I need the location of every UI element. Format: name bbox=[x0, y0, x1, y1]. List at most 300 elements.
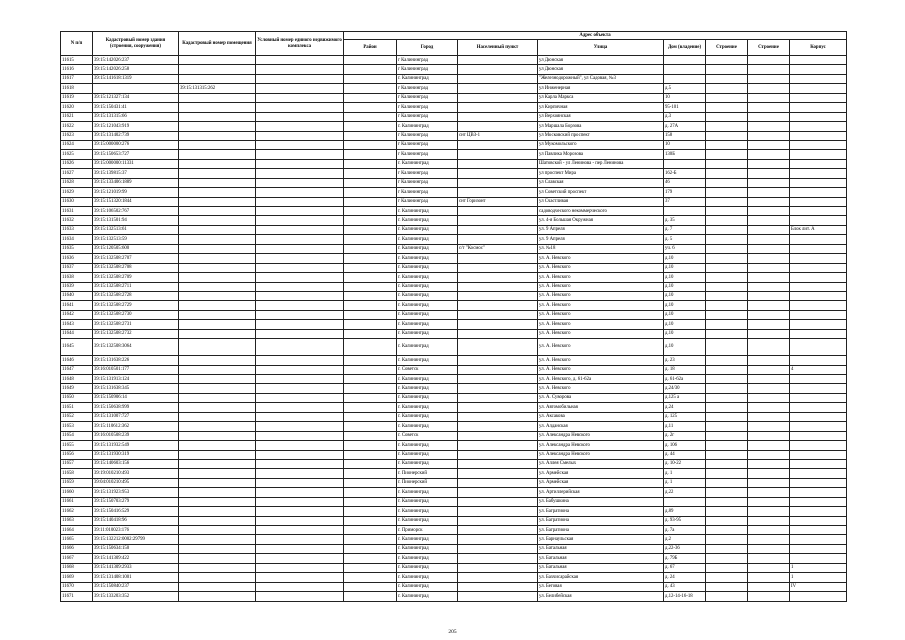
cell-building bbox=[706, 65, 748, 74]
cell-number: 11627 bbox=[61, 169, 93, 178]
cell-structure bbox=[748, 254, 790, 263]
cell-conditional-number bbox=[256, 291, 344, 300]
cell-korpus bbox=[790, 488, 847, 497]
cell-structure bbox=[748, 339, 790, 356]
cell-district bbox=[344, 469, 397, 478]
cell-building bbox=[706, 582, 748, 591]
cell-house: д.10 bbox=[664, 320, 706, 329]
table-row bbox=[61, 263, 847, 272]
cell-structure bbox=[748, 535, 790, 544]
cell-house: д.11 bbox=[664, 422, 706, 431]
cell-street: ул Маршала Борзова bbox=[538, 122, 664, 131]
cell-house: д.3 bbox=[664, 112, 706, 121]
cell-building bbox=[706, 84, 748, 93]
cell-cadastral-building: 39:15:131408:1001 bbox=[93, 573, 179, 582]
cell-structure bbox=[748, 412, 790, 421]
cell-street: "Железнодорожный", ул Садовая, №3 bbox=[538, 74, 664, 83]
cell-cadastral-building: 39:15:131913:124 bbox=[93, 375, 179, 384]
cell-cadastral-building: 39:16:010508:239 bbox=[93, 431, 179, 440]
cell-number: 11629 bbox=[61, 188, 93, 197]
cell-street: ул проспект Мира bbox=[538, 169, 664, 178]
cell-conditional-number bbox=[256, 384, 344, 393]
cell-conditional-number bbox=[256, 103, 344, 112]
cell-city: г. Калининград bbox=[397, 554, 458, 563]
cell-city: г Калининград bbox=[397, 65, 458, 74]
cell-cadastral-building: 39:15:132508:2732 bbox=[93, 329, 179, 338]
cell-city: г. Калининград bbox=[397, 291, 458, 300]
cell-cadastral-room bbox=[179, 516, 256, 525]
cell-conditional-number bbox=[256, 507, 344, 516]
cell-number: 11640 bbox=[61, 291, 93, 300]
cell-building bbox=[706, 254, 748, 263]
cell-house: д.12-14-16-18 bbox=[664, 592, 706, 601]
cell-city: г. Калининград bbox=[397, 450, 458, 459]
cell-cadastral-room bbox=[179, 169, 256, 178]
cell-cadastral-building: 39:15:121043:919 bbox=[93, 122, 179, 131]
cell-number: 11660 bbox=[61, 488, 93, 497]
cell-building bbox=[706, 197, 748, 206]
table-row bbox=[61, 592, 847, 601]
cell-number: 11631 bbox=[61, 207, 93, 216]
cell-settlement bbox=[458, 573, 538, 582]
cell-house bbox=[664, 65, 706, 74]
cell-building bbox=[706, 459, 748, 468]
cell-house: д. 23 bbox=[664, 356, 706, 365]
cell-number: 11662 bbox=[61, 507, 93, 516]
cell-number: 11667 bbox=[61, 554, 93, 563]
cell-structure bbox=[748, 169, 790, 178]
cell-cadastral-room bbox=[179, 93, 256, 102]
registry-table bbox=[60, 31, 847, 602]
cell-number: 11634 bbox=[61, 235, 93, 244]
cell-cadastral-building: 39:04:010210:495 bbox=[93, 478, 179, 487]
cell-conditional-number bbox=[256, 403, 344, 412]
table-row bbox=[61, 235, 847, 244]
cell-structure bbox=[748, 563, 790, 572]
cell-korpus bbox=[790, 131, 847, 140]
cell-cadastral-room bbox=[179, 216, 256, 225]
header-cadastral-building: Кадастровый номер здания (строения, сооружения) bbox=[93, 32, 179, 56]
cell-street: ул. А. Невского bbox=[538, 320, 664, 329]
table-row bbox=[61, 122, 847, 131]
cell-cadastral-building: 39:15:120505:600 bbox=[93, 244, 179, 253]
cell-conditional-number bbox=[256, 140, 344, 149]
cell-district bbox=[344, 450, 397, 459]
cell-street: ул. Аксакова bbox=[538, 412, 664, 421]
cell-conditional-number bbox=[256, 412, 344, 421]
cell-building bbox=[706, 207, 748, 216]
cell-building bbox=[706, 412, 748, 421]
cell-building bbox=[706, 478, 748, 487]
cell-city: г Калининград bbox=[397, 178, 458, 187]
cell-conditional-number bbox=[256, 225, 344, 234]
cell-settlement bbox=[458, 112, 538, 121]
cell-district bbox=[344, 582, 397, 591]
cell-building bbox=[706, 310, 748, 319]
cell-number: 11648 bbox=[61, 375, 93, 384]
cell-conditional-number bbox=[256, 197, 344, 206]
cell-settlement bbox=[458, 225, 538, 234]
cell-district bbox=[344, 535, 397, 544]
table-row bbox=[61, 112, 847, 121]
cell-korpus bbox=[790, 469, 847, 478]
cell-cadastral-room bbox=[179, 497, 256, 506]
cell-settlement bbox=[458, 150, 538, 159]
cell-street: ул Павлика Морозова bbox=[538, 150, 664, 159]
cell-district bbox=[344, 84, 397, 93]
cell-house: д. 67 bbox=[664, 563, 706, 572]
cell-district bbox=[344, 112, 397, 121]
cell-korpus: Блок лит. А bbox=[790, 225, 847, 234]
cell-cadastral-building: 39:15:131007:727 bbox=[93, 412, 179, 421]
cell-building bbox=[706, 216, 748, 225]
cell-city: г. Калининград bbox=[397, 244, 458, 253]
cell-district bbox=[344, 254, 397, 263]
cell-city: г Калининград bbox=[397, 56, 458, 65]
cell-city: г. Приморск bbox=[397, 526, 458, 535]
cell-city: г. Калининград bbox=[397, 216, 458, 225]
cell-structure bbox=[748, 93, 790, 102]
cell-cadastral-room bbox=[179, 301, 256, 310]
header-korpus: Корпус bbox=[790, 40, 847, 56]
cell-building bbox=[706, 403, 748, 412]
cell-district bbox=[344, 544, 397, 553]
cell-cadastral-building: 39:15:150653:727 bbox=[93, 150, 179, 159]
cell-cadastral-building: 39:15:133406:1889 bbox=[93, 178, 179, 187]
cell-street: ул. А. Невского, д. 61-62а bbox=[538, 375, 664, 384]
header-cadastral-room: Кадастровый номер помещения bbox=[179, 32, 256, 56]
cell-cadastral-building: 39:15:000000:11331 bbox=[93, 159, 179, 168]
cell-conditional-number bbox=[256, 582, 344, 591]
cell-cadastral-building: 39:15:150840:237 bbox=[93, 582, 179, 591]
header-house: Дом (владение) bbox=[664, 40, 706, 56]
cell-korpus bbox=[790, 169, 847, 178]
cell-korpus bbox=[790, 112, 847, 121]
cell-street: ул. А. Невского bbox=[538, 310, 664, 319]
cell-conditional-number bbox=[256, 459, 344, 468]
cell-district bbox=[344, 178, 397, 187]
table-row bbox=[61, 188, 847, 197]
cell-cadastral-room bbox=[179, 254, 256, 263]
cell-settlement bbox=[458, 301, 538, 310]
cell-number: 11644 bbox=[61, 329, 93, 338]
cell-street: ул. Александра Невского bbox=[538, 441, 664, 450]
cell-house: д.10 bbox=[664, 291, 706, 300]
cell-number: 11617 bbox=[61, 74, 93, 83]
cell-cadastral-building: 39:15:150416:529 bbox=[93, 507, 179, 516]
cell-house: д.10 bbox=[664, 329, 706, 338]
cell-district bbox=[344, 478, 397, 487]
cell-house: 10 bbox=[664, 93, 706, 102]
table-row bbox=[61, 131, 847, 140]
cell-district bbox=[344, 140, 397, 149]
cell-korpus bbox=[790, 291, 847, 300]
cell-settlement bbox=[458, 375, 538, 384]
table-row bbox=[61, 140, 847, 149]
cell-district bbox=[344, 301, 397, 310]
cell-korpus bbox=[790, 507, 847, 516]
cell-city: г. Калининград bbox=[397, 356, 458, 365]
table-row bbox=[61, 301, 847, 310]
cell-korpus bbox=[790, 159, 847, 168]
cell-city: г. Калининград bbox=[397, 384, 458, 393]
cell-settlement bbox=[458, 84, 538, 93]
cell-street: ул Счастливая bbox=[538, 197, 664, 206]
table-row bbox=[61, 469, 847, 478]
cell-city: г. Калининград bbox=[397, 592, 458, 601]
cell-conditional-number bbox=[256, 244, 344, 253]
cell-city: г. Калининград bbox=[397, 159, 458, 168]
cell-district bbox=[344, 56, 397, 65]
table-row bbox=[61, 526, 847, 535]
cell-cadastral-building: 39:11:010023:176 bbox=[93, 526, 179, 535]
cell-house: 37 bbox=[664, 197, 706, 206]
cell-house: д.10 bbox=[664, 310, 706, 319]
cell-structure bbox=[748, 469, 790, 478]
table-row bbox=[61, 65, 847, 74]
cell-settlement bbox=[458, 254, 538, 263]
cell-structure bbox=[748, 244, 790, 253]
cell-structure bbox=[748, 507, 790, 516]
cell-number: 11671 bbox=[61, 592, 93, 601]
cell-settlement bbox=[458, 422, 538, 431]
cell-cadastral-building: 39:15:131932:549 bbox=[93, 441, 179, 450]
cell-korpus bbox=[790, 65, 847, 74]
cell-building bbox=[706, 140, 748, 149]
cell-cadastral-room bbox=[179, 412, 256, 421]
cell-structure bbox=[748, 216, 790, 225]
table-row bbox=[61, 282, 847, 291]
cell-korpus bbox=[790, 422, 847, 431]
cell-cadastral-building: 39:15:142026:237 bbox=[93, 56, 179, 65]
cell-cadastral-room bbox=[179, 488, 256, 497]
cell-number: 11616 bbox=[61, 65, 93, 74]
cell-structure bbox=[748, 516, 790, 525]
cell-number: 11620 bbox=[61, 103, 93, 112]
cell-cadastral-room bbox=[179, 375, 256, 384]
cell-settlement bbox=[458, 393, 538, 402]
cell-building bbox=[706, 365, 748, 374]
cell-number: 11618 bbox=[61, 84, 93, 93]
cell-number: 11650 bbox=[61, 393, 93, 402]
cell-building bbox=[706, 56, 748, 65]
cell-number: 11621 bbox=[61, 112, 93, 121]
cell-building bbox=[706, 282, 748, 291]
cell-district bbox=[344, 225, 397, 234]
table-row bbox=[61, 375, 847, 384]
cell-cadastral-room bbox=[179, 441, 256, 450]
cell-number: 11651 bbox=[61, 403, 93, 412]
cell-street: ул Советский проспект bbox=[538, 188, 664, 197]
cell-city: г Калининград bbox=[397, 150, 458, 159]
cell-house bbox=[664, 497, 706, 506]
cell-house: д.10 bbox=[664, 301, 706, 310]
cell-structure bbox=[748, 159, 790, 168]
cell-district bbox=[344, 356, 397, 365]
cell-district bbox=[344, 122, 397, 131]
cell-street: ул. Алданская bbox=[538, 422, 664, 431]
table-row bbox=[61, 74, 847, 83]
table-row bbox=[61, 150, 847, 159]
cell-settlement bbox=[458, 263, 538, 272]
cell-district bbox=[344, 365, 397, 374]
cell-conditional-number bbox=[256, 573, 344, 582]
cell-city: г. Калининград bbox=[397, 507, 458, 516]
cell-city: г. Калининград bbox=[397, 488, 458, 497]
cell-city: г Калининград bbox=[397, 93, 458, 102]
cell-cadastral-building: 39:16:010501:177 bbox=[93, 365, 179, 374]
cell-settlement bbox=[458, 207, 538, 216]
cell-number: 11649 bbox=[61, 384, 93, 393]
cell-cadastral-room bbox=[179, 273, 256, 282]
cell-number: 11624 bbox=[61, 140, 93, 149]
cell-street: ул. А. Невского bbox=[538, 365, 664, 374]
table-row bbox=[61, 225, 847, 234]
cell-conditional-number bbox=[256, 375, 344, 384]
cell-cadastral-room bbox=[179, 112, 256, 121]
cell-structure bbox=[748, 84, 790, 93]
cell-street: ул. А. Невского bbox=[538, 301, 664, 310]
cell-number: 11653 bbox=[61, 422, 93, 431]
cell-building bbox=[706, 431, 748, 440]
table-row bbox=[61, 56, 847, 65]
cell-korpus bbox=[790, 592, 847, 601]
cell-building bbox=[706, 188, 748, 197]
cell-conditional-number bbox=[256, 216, 344, 225]
cell-number: 11645 bbox=[61, 339, 93, 356]
cell-settlement bbox=[458, 169, 538, 178]
cell-city: г. Калининград bbox=[397, 563, 458, 572]
cell-district bbox=[344, 131, 397, 140]
cell-structure bbox=[748, 225, 790, 234]
cell-korpus bbox=[790, 74, 847, 83]
cell-house: д. 7а bbox=[664, 526, 706, 535]
cell-settlement bbox=[458, 339, 538, 356]
cell-conditional-number bbox=[256, 263, 344, 272]
cell-cadastral-room bbox=[179, 592, 256, 601]
cell-house: д. 1 bbox=[664, 478, 706, 487]
page-number: 205 bbox=[448, 629, 457, 635]
cell-city: г. Калининград bbox=[397, 235, 458, 244]
table-row bbox=[61, 422, 847, 431]
cell-house: д.24 bbox=[664, 403, 706, 412]
cell-cadastral-room bbox=[179, 178, 256, 187]
cell-conditional-number bbox=[256, 339, 344, 356]
cell-house: д. 44 bbox=[664, 450, 706, 459]
cell-cadastral-building: 39:15:131638:345 bbox=[93, 384, 179, 393]
cell-house: д. 79Б bbox=[664, 554, 706, 563]
cell-district bbox=[344, 384, 397, 393]
cell-korpus bbox=[790, 103, 847, 112]
table-row bbox=[61, 93, 847, 102]
cell-house: д. 18 bbox=[664, 365, 706, 374]
cell-settlement bbox=[458, 563, 538, 572]
table-row bbox=[61, 329, 847, 338]
cell-house: уч. 6 bbox=[664, 244, 706, 253]
cell-conditional-number bbox=[256, 365, 344, 374]
cell-settlement bbox=[458, 544, 538, 553]
cell-district bbox=[344, 93, 397, 102]
cell-building bbox=[706, 159, 748, 168]
cell-house: 95-101 bbox=[664, 103, 706, 112]
cell-korpus bbox=[790, 431, 847, 440]
cell-cadastral-building: 39:15:132513:59 bbox=[93, 235, 179, 244]
cell-cadastral-room bbox=[179, 131, 256, 140]
cell-city: г. Калининград bbox=[397, 544, 458, 553]
cell-city: г. Калининград bbox=[397, 122, 458, 131]
cell-settlement bbox=[458, 188, 538, 197]
cell-cadastral-room bbox=[179, 291, 256, 300]
cell-structure bbox=[748, 291, 790, 300]
cell-district bbox=[344, 403, 397, 412]
cell-building bbox=[706, 112, 748, 121]
cell-settlement bbox=[458, 431, 538, 440]
cell-building bbox=[706, 488, 748, 497]
cell-building bbox=[706, 150, 748, 159]
cell-settlement bbox=[458, 310, 538, 319]
cell-number: 11668 bbox=[61, 563, 93, 572]
cell-district bbox=[344, 273, 397, 282]
cell-cadastral-building: 39:15:131315:66 bbox=[93, 112, 179, 121]
cell-korpus bbox=[790, 93, 847, 102]
cell-conditional-number bbox=[256, 320, 344, 329]
cell-cadastral-room bbox=[179, 197, 256, 206]
cell-district bbox=[344, 197, 397, 206]
cell-district bbox=[344, 516, 397, 525]
cell-city: г. Советск bbox=[397, 365, 458, 374]
cell-conditional-number bbox=[256, 169, 344, 178]
cell-korpus bbox=[790, 459, 847, 468]
cell-structure bbox=[748, 112, 790, 121]
cell-cadastral-building: 39:15:131638:226 bbox=[93, 356, 179, 365]
cell-building bbox=[706, 225, 748, 234]
cell-house: д.10 bbox=[664, 263, 706, 272]
cell-district bbox=[344, 103, 397, 112]
table-row bbox=[61, 254, 847, 263]
cell-house: д. 61-62а bbox=[664, 375, 706, 384]
cell-korpus bbox=[790, 393, 847, 402]
cell-korpus: 1 bbox=[790, 573, 847, 582]
cell-conditional-number bbox=[256, 159, 344, 168]
cell-structure bbox=[748, 74, 790, 83]
cell-korpus bbox=[790, 450, 847, 459]
header-street: Улица bbox=[538, 40, 664, 56]
cell-number: 11642 bbox=[61, 310, 93, 319]
table-row bbox=[61, 412, 847, 421]
cell-building bbox=[706, 497, 748, 506]
cell-street: ул. Багратиона bbox=[538, 526, 664, 535]
cell-street: ул Славская bbox=[538, 178, 664, 187]
cell-city: г Калининград bbox=[397, 131, 458, 140]
header-building: Строение bbox=[706, 40, 748, 56]
table-body bbox=[61, 56, 847, 602]
cell-district bbox=[344, 412, 397, 421]
cell-settlement bbox=[458, 478, 538, 487]
cell-cadastral-building: 39:15:131402:739 bbox=[93, 131, 179, 140]
cell-cadastral-room bbox=[179, 365, 256, 374]
cell-city: г. Калининград bbox=[397, 573, 458, 582]
table-row bbox=[61, 431, 847, 440]
cell-building bbox=[706, 74, 748, 83]
cell-cadastral-building: 39:15:132508:2709 bbox=[93, 273, 179, 282]
cell-number: 11661 bbox=[61, 497, 93, 506]
cell-structure bbox=[748, 459, 790, 468]
cell-house: д.22 bbox=[664, 488, 706, 497]
cell-house: д.89 bbox=[664, 507, 706, 516]
cell-settlement bbox=[458, 488, 538, 497]
cell-korpus bbox=[790, 412, 847, 421]
cell-house: д.10 bbox=[664, 254, 706, 263]
